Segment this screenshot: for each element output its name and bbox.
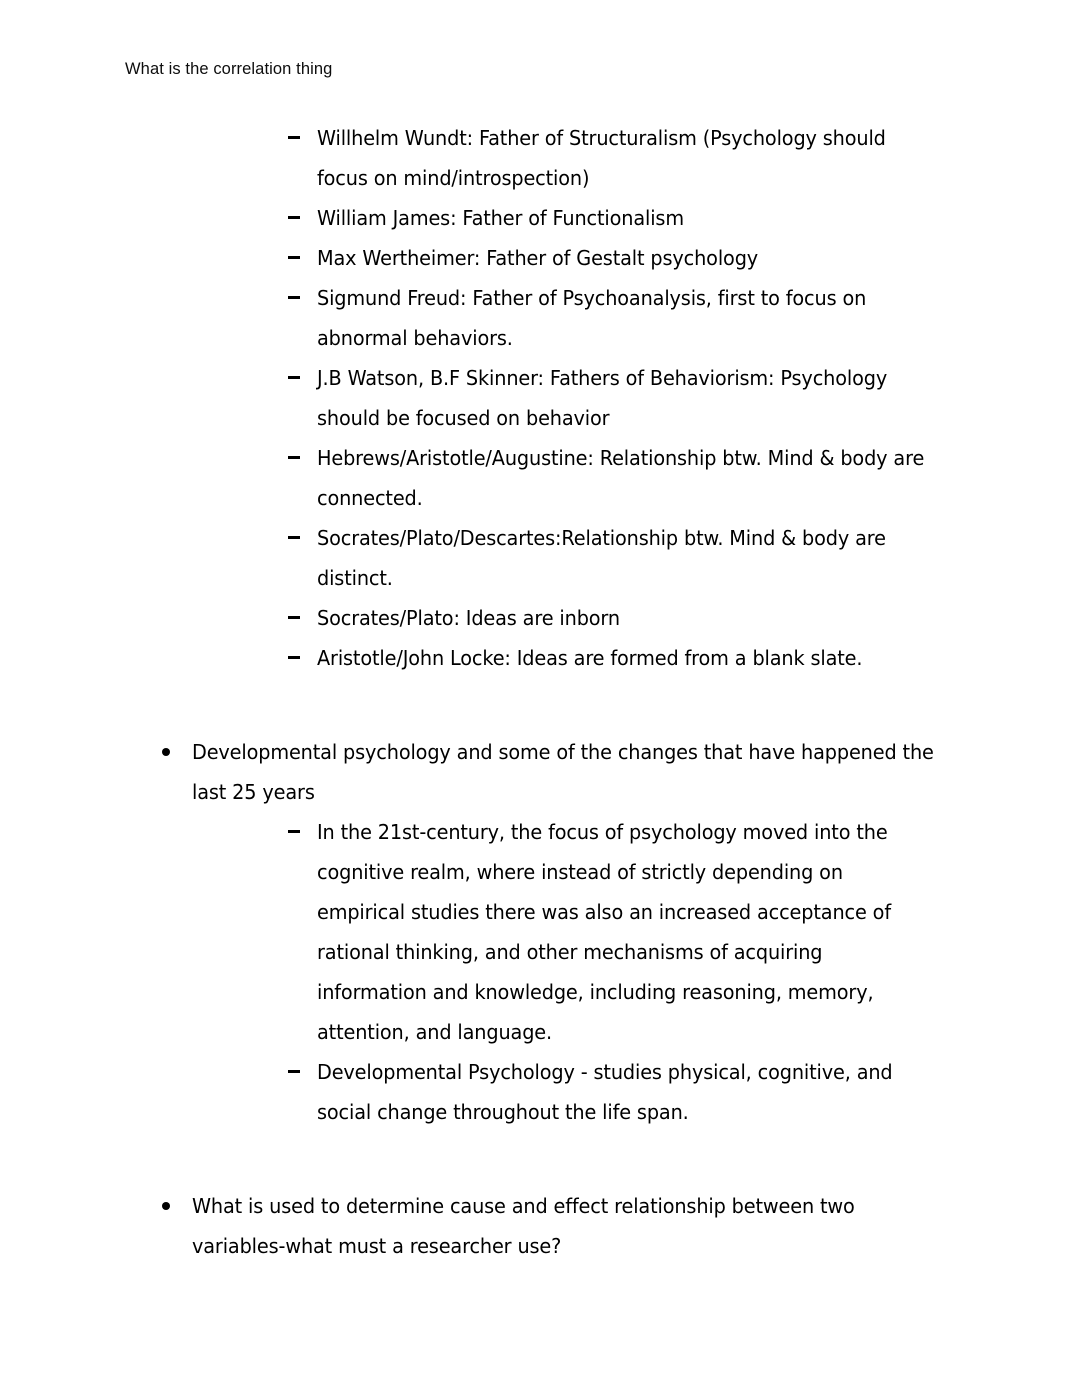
text-line: attention, and language. <box>317 1020 552 1044</box>
page-header-title: What is the correlation thing <box>125 60 333 78</box>
text-line: Developmental psychology and some of the changes that have happened the <box>192 740 934 764</box>
text-line: William James: Father of Functionalism <box>317 206 684 230</box>
text-line: social change throughout the life span. <box>317 1100 689 1124</box>
list-item-text <box>317 358 919 438</box>
dash-bullet-icon <box>288 616 300 619</box>
dash-bullet-icon <box>288 1070 300 1073</box>
list-item <box>0 732 1080 812</box>
list-item <box>0 812 1080 1052</box>
list-item-text <box>317 598 919 638</box>
text-line: distinct. <box>317 566 393 590</box>
list-item-text <box>317 518 919 598</box>
round-bullet-icon <box>162 1202 170 1210</box>
list-item-text <box>317 198 919 238</box>
dash-bullet-icon <box>288 536 300 539</box>
dash-bullet-icon <box>288 656 300 659</box>
dash-bullet-icon <box>288 456 300 459</box>
list-item-text <box>317 812 919 1052</box>
text-line: What is used to determine cause and effect relationship between two <box>192 1194 855 1218</box>
list-item <box>0 358 1080 438</box>
list-item <box>0 238 1080 278</box>
dash-bullet-icon <box>288 830 300 833</box>
list-item-text <box>317 118 919 198</box>
text-line: empirical studies there was also an increased acceptance of <box>317 900 891 924</box>
list-item <box>0 1052 1080 1132</box>
text-line: Hebrews/Aristotle/Augustine: Relationship btw. Mind & body are <box>317 446 925 470</box>
section-spacer <box>0 1172 1080 1186</box>
list-item-text <box>192 1186 935 1266</box>
list-developmental-psychology <box>0 732 1080 812</box>
dash-bullet-icon <box>288 296 300 299</box>
section-spacer <box>0 1132 1080 1172</box>
text-line: Socrates/Plato/Descartes:Relationship btw. Mind & body are <box>317 526 886 550</box>
list-item-text <box>317 638 919 678</box>
text-line: J.B Watson, B.F Skinner: Fathers of Behaviorism: Psychology <box>317 366 888 390</box>
list-item <box>0 198 1080 238</box>
list-item <box>0 278 1080 358</box>
list-psychology-figures <box>0 118 1080 678</box>
dash-bullet-icon <box>288 136 300 139</box>
text-line: should be focused on behavior <box>317 406 610 430</box>
text-line: abnormal behaviors. <box>317 326 513 350</box>
text-line: In the 21st-century, the focus of psychology moved into the <box>317 820 888 844</box>
list-item-text <box>317 238 919 278</box>
list-item-text <box>317 438 925 518</box>
list-item-text <box>317 278 919 358</box>
dash-bullet-icon <box>288 256 300 259</box>
text-line: connected. <box>317 486 423 510</box>
text-line: focus on mind/introspection) <box>317 166 590 190</box>
list-item <box>0 638 1080 678</box>
text-line: variables-what must a researcher use? <box>192 1234 562 1258</box>
list-developmental-psychology-details <box>0 812 1080 1132</box>
text-line: Sigmund Freud: Father of Psychoanalysis, first to focus on <box>317 286 867 310</box>
text-line: Developmental Psychology - studies physical, cognitive, and <box>317 1060 893 1084</box>
text-line: Socrates/Plato: Ideas are inborn <box>317 606 620 630</box>
list-item <box>0 598 1080 638</box>
section-spacer <box>0 718 1080 732</box>
dash-bullet-icon <box>288 376 300 379</box>
dash-bullet-icon <box>288 216 300 219</box>
list-item <box>0 118 1080 198</box>
text-line: last 25 years <box>192 780 315 804</box>
list-item-text <box>192 732 935 812</box>
round-bullet-icon <box>162 748 170 756</box>
text-line: Willhelm Wundt: Father of Structuralism (Psychology should <box>317 126 886 150</box>
list-cause-effect-question <box>0 1186 1080 1266</box>
text-line: rational thinking, and other mechanisms of acquiring <box>317 940 823 964</box>
document-body <box>0 118 1080 1266</box>
section-spacer <box>0 678 1080 718</box>
list-item <box>0 438 1080 518</box>
text-line: cognitive realm, where instead of strictly depending on <box>317 860 843 884</box>
text-line: Aristotle/John Locke: Ideas are formed from a blank slate. <box>317 646 863 670</box>
text-line: Max Wertheimer: Father of Gestalt psychology <box>317 246 759 270</box>
list-item <box>0 518 1080 598</box>
list-item-text <box>317 1052 919 1132</box>
list-item <box>0 1186 1080 1266</box>
text-line: information and knowledge, including reasoning, memory, <box>317 980 874 1004</box>
